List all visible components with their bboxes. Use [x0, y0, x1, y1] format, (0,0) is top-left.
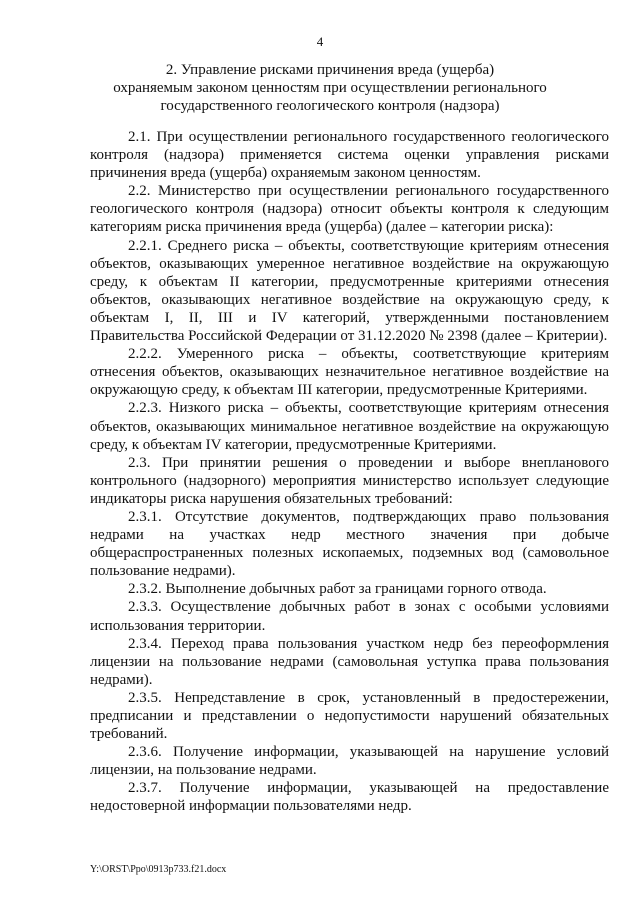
section-title: [100, 61, 560, 115]
paragraph-2-3-4: 2.3.4. Переход права пользования участком недр без переоформления лицензии на пользование недрами (самовольная уступка права пользования недрами).: [90, 635, 609, 688]
paragraph-2-2: 2.2. Министерство при осуществлении регионального государственного геологического контроля (надзора) относит объекты контроля к следующим категориям риска причинения вреда (ущерба) (далее – категории риска):: [90, 183, 609, 236]
paragraph-2-3-6: 2.3.6. Получение информации, указывающей на нарушение условий лицензии, на пользование недрами.: [90, 744, 609, 779]
paragraph-2-2-3: 2.2.3. Низкого риска – объекты, соответствующие критериям отнесения объектов, оказывающих минимальное негативное воздействие на окружающую среду, к объектам IV категории, предусмотренные Критериями.: [90, 400, 609, 453]
paragraph-2-2-2: 2.2.2. Умеренного риска – объекты, соответствующие критериям отнесения объектов, оказывающих незначительное негативное воздействие на окружающую среду, к объектам III категории, предусмотренные Критериями.: [90, 346, 609, 399]
section-title-line: 2. Управление рисками причинения вреда (ущерба): [165, 62, 495, 78]
paragraph-2-3-1: 2.3.1. Отсутствие документов, подтверждающих право пользования недрами на участках недр местного значения при добыче общераспространенных полезных ископаемых, подземных вод (самовольное пользование недрами).: [90, 508, 609, 580]
paragraph-2-3: 2.3. При принятии решения о проведении и выборе внепланового контрольного (надзорного) мероприятия министерство использует следующие индикаторы риска нарушения обязательных требований:: [90, 454, 609, 507]
paragraph-2-1: 2.1. При осуществлении регионального государственного геологического контроля (надзора) применяется система оценки управления рисками причинения вреда (ущерба) охраняемым законом ценностям.: [90, 129, 609, 182]
document-body: [90, 128, 609, 816]
paragraph-2-2-1: 2.2.1. Среднего риска – объекты, соответствующие критериям отнесения объектов, оказывающих умеренное негативное воздействие на окружающую среду, к объектам II категории, предусмотренные критериями отнесения объектов, оказывающих негативное воздействие на окружающую среду, к объектам I, II, III и IV категорий, утвержденными постановлением Правительства Российской Федерации от 31.12.2020 № 2398 (далее – Критерии).: [90, 237, 609, 345]
paragraph-2-3-3: 2.3.3. Осуществление добычных работ в зонах с особыми условиями использования территории.: [90, 599, 609, 634]
section-title-line: охраняемым законом ценностям при осуществлении регионального: [113, 80, 547, 96]
paragraph-2-3-5: 2.3.5. Непредставление в срок, установленный в предостережении, предписании и представлении о недопустимости нарушений обязательных требований.: [90, 689, 609, 743]
footer-file-path: Y:\ORST\Ppo\0913p733.f21.docx: [90, 864, 227, 875]
paragraph-2-3-2: 2.3.2. Выполнение добычных работ за границами горного отвода.: [128, 581, 547, 598]
section-title-line: государственного геологического контроля (надзора): [160, 98, 500, 114]
page-number: 4: [316, 34, 324, 49]
paragraph-2-3-7: 2.3.7. Получение информации, указывающей на предоставление недостоверной информации пользователями недр.: [90, 780, 609, 815]
